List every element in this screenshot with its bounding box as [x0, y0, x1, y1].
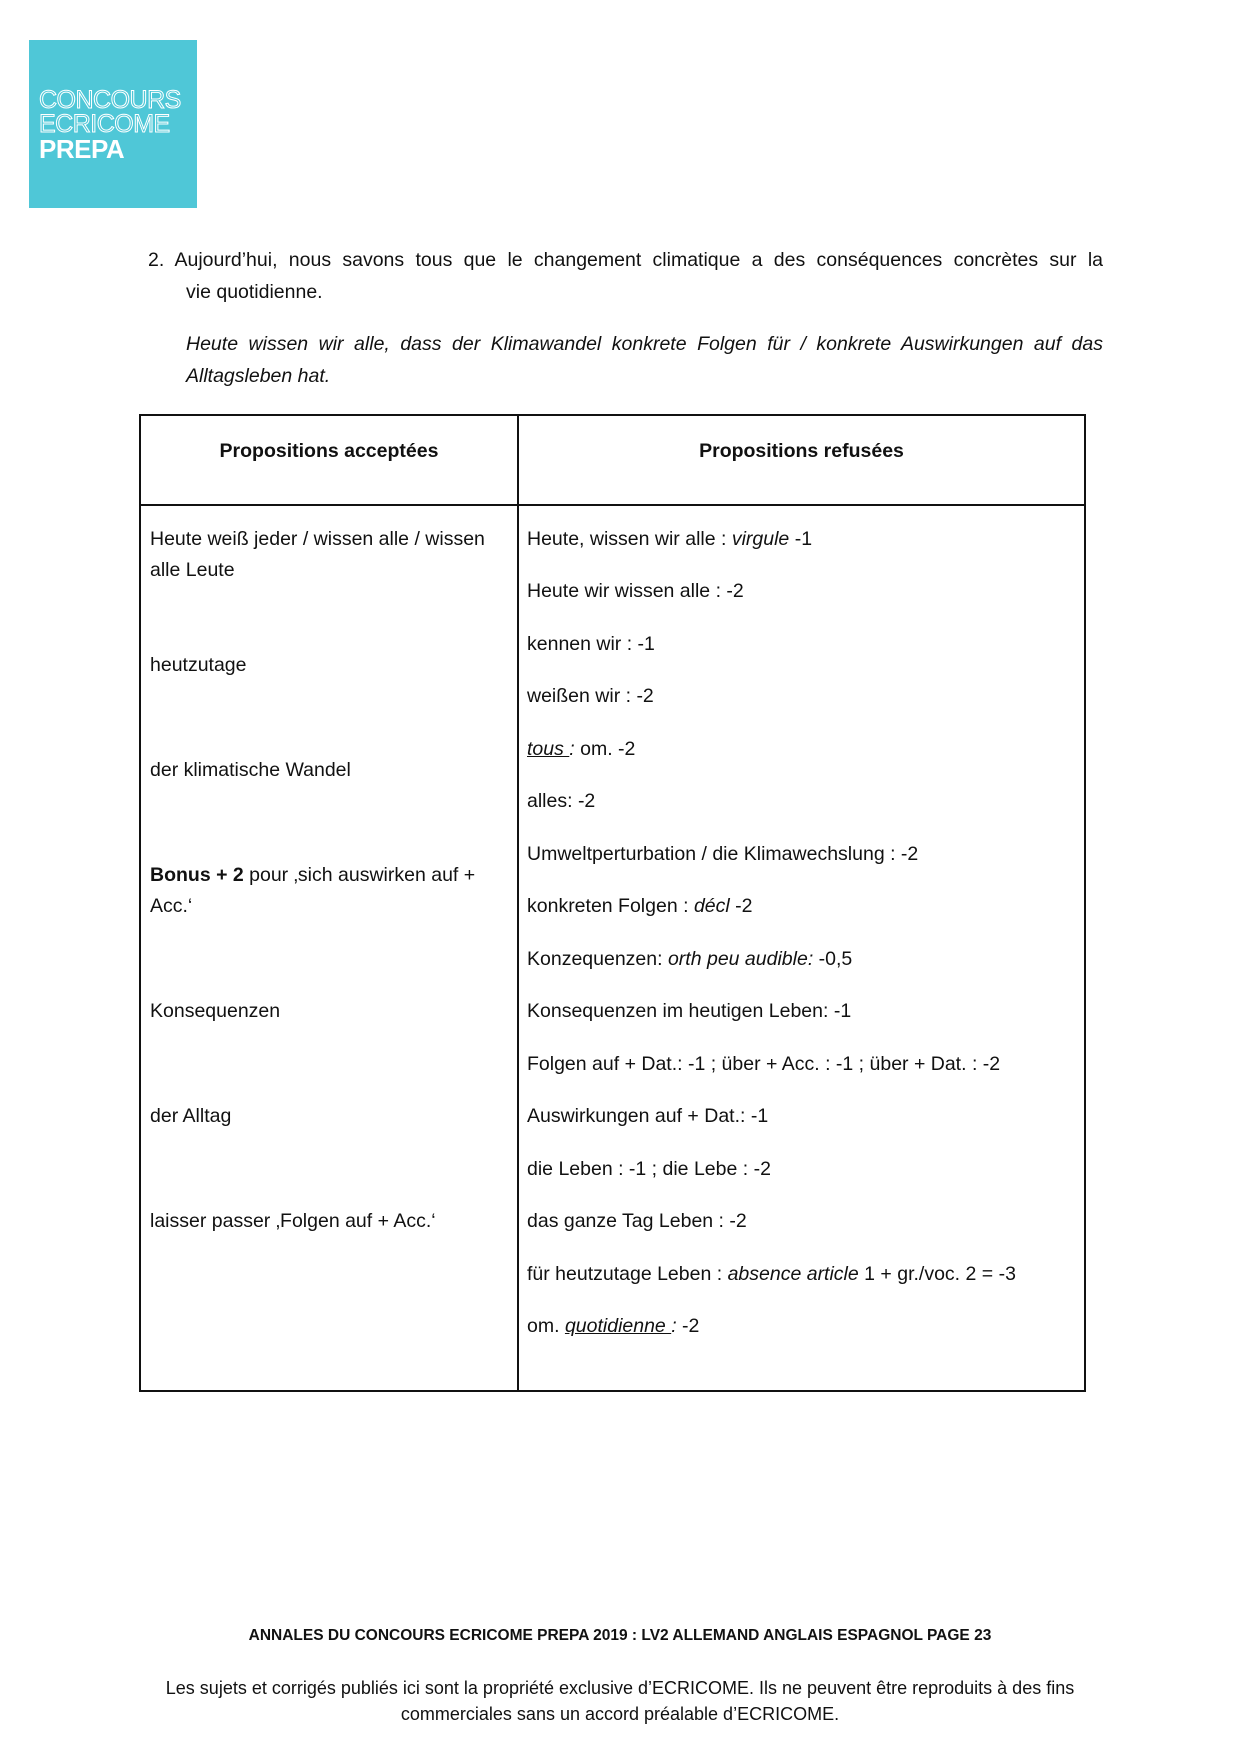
accepted-item: Heute weiß jeder / wissen alle / wissen alle Leute	[150, 528, 485, 581]
refused-item: kennen wir : -1	[527, 633, 655, 655]
accepted-item: heutzutage	[150, 654, 247, 676]
footer-copyright-note: Les sujets et corrigés publiés ici sont la propriété exclusive d’ECRICOME. Ils ne peuvent être reproduits à des fins commerciales sans un accord préalable d’ECRICOME.	[165, 1678, 1075, 1724]
question-line-2: vie quotidienne.	[186, 281, 323, 303]
refused-item: Heute, wissen wir alle : virgule -1	[527, 528, 813, 550]
accepted-item: laisser passer ‚Folgen auf + Acc.‘	[150, 1210, 436, 1232]
refused-item: Auswirkungen auf + Dat.: -1	[527, 1105, 769, 1127]
refused-item: konkreten Folgen : décl -2	[527, 895, 753, 917]
accepted-item: Bonus + 2 pour ‚sich auswirken auf + Acc.‘	[150, 864, 476, 917]
refused-item: das ganze Tag Leben : -2	[527, 1210, 747, 1232]
header-accepted: Propositions acceptées	[140, 415, 518, 505]
logo-line-concours: CONCOURS	[39, 86, 181, 114]
refused-item: Heute wir wissen alle : -2	[527, 580, 744, 602]
question-translation: Heute wissen wir alle, dass der Klimawandel konkrete Folgen für / konkrete Auswirkungen auf das Alltagsleben hat.	[186, 333, 1103, 387]
table-header-row	[140, 415, 1085, 505]
refused-item: für heutzutage Leben : absence article 1 + gr./voc. 2 = -3	[527, 1263, 1016, 1285]
ecricome-logo	[29, 40, 197, 208]
accepted-cell	[140, 505, 518, 1391]
refused-item: Konsequenzen im heutigen Leben: -1	[527, 1000, 852, 1022]
refused-cell	[518, 505, 1085, 1391]
footer-title: ANNALES DU CONCOURS ECRICOME PREPA 2019 : LV2 ALLEMAND ANGLAIS ESPAGNOL PAGE 23	[248, 1627, 992, 1644]
refused-item: alles: -2	[527, 790, 596, 812]
refused-item: Folgen auf + Dat.: -1 ; über + Acc. : -1 ; über + Dat. : -2	[527, 1053, 1001, 1075]
logo-line-prepa: PREPA	[39, 134, 125, 164]
header-refused: Propositions refusées	[518, 415, 1085, 505]
accepted-item: der klimatische Wandel	[150, 759, 351, 781]
question-text	[148, 244, 1103, 308]
refused-item: weißen wir : -2	[527, 685, 654, 707]
table-body-row	[140, 505, 1085, 1391]
logo-line-ecricome: ECRICOME	[39, 110, 170, 138]
refused-item: tous : om. -2	[527, 738, 636, 760]
question-number: 2.	[148, 249, 165, 271]
refused-item: die Leben : -1 ; die Lebe : -2	[527, 1158, 771, 1180]
accepted-item: der Alltag	[150, 1105, 232, 1127]
refused-item: Umweltperturbation / die Klimawechslung : -2	[527, 843, 919, 865]
question-line-1: Aujourd’hui, nous savons tous que le changement climatique a des conséquences concrètes sur la	[174, 249, 1103, 271]
refused-item: om. quotidienne : -2	[527, 1315, 700, 1337]
refused-item: Konzequenzen: orth peu audible: -0,5	[527, 948, 853, 970]
propositions-table	[139, 414, 1086, 1392]
accepted-item: Konsequenzen	[150, 1000, 281, 1022]
